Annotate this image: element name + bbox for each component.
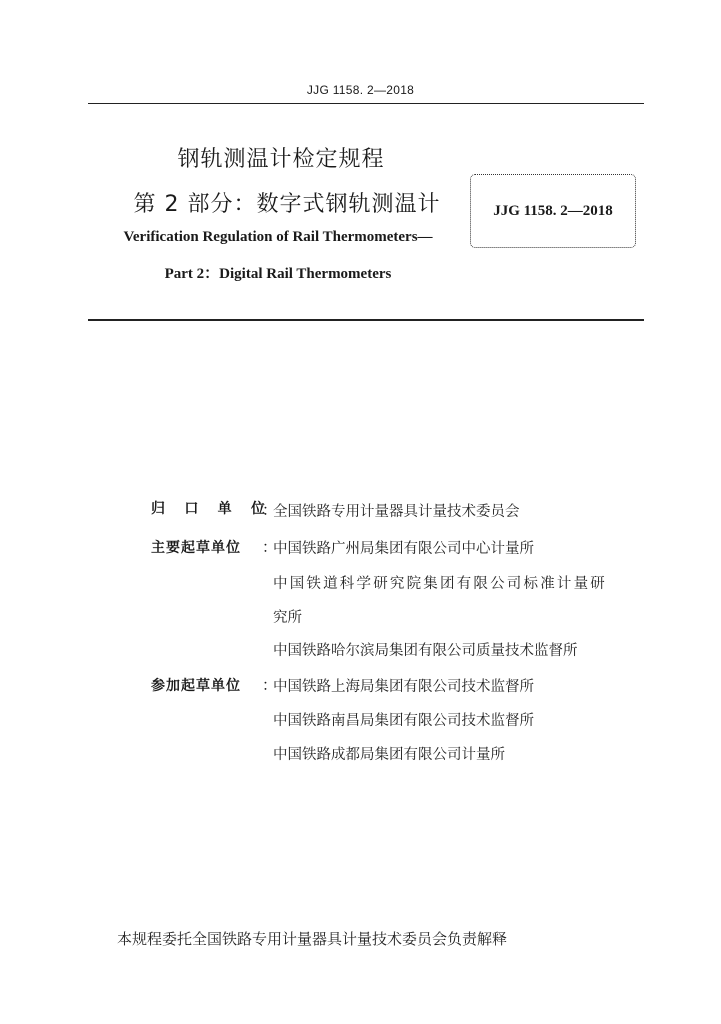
title-english-line1: Verification Regulation of Rail Thermometers— [123, 229, 433, 245]
main-drafter-value-4: 中国铁路哈尔滨局集团有限公司质量技术监督所 [273, 643, 578, 659]
guikou-label-char: 单 [217, 501, 232, 517]
join-drafter-value-3: 中国铁路成都局集团有限公司计量所 [273, 747, 505, 763]
header-code: JJG 1158. 2—2018 [306, 83, 415, 97]
join-drafter-label: 参加起草单位 [151, 678, 241, 694]
title-chinese-line2: 第 2 部分：数字式钢轨测温计 [133, 192, 441, 217]
guikou-colon: ： [262, 501, 278, 519]
main-drafter-value-3: 究所 [273, 610, 302, 626]
main-drafter-label: 主要起草单位 [151, 540, 241, 556]
guikou-value: 全国铁路专用计量器具计量技术委员会 [273, 504, 520, 520]
join-drafter-colon: ： [262, 676, 278, 694]
footer-note: 本规程委托全国铁路专用计量器具计量技术委员会负责解释 [117, 930, 508, 948]
title-rule [88, 319, 644, 321]
guikou-label-char: 口 [184, 501, 199, 517]
header-rule [88, 103, 644, 104]
title-chinese-line1: 钢轨测温计检定规程 [177, 147, 385, 172]
standard-code-box [470, 174, 636, 248]
guikou-label [151, 499, 265, 519]
main-drafter-colon: ： [262, 538, 278, 556]
join-drafter-value-1: 中国铁路上海局集团有限公司技术监督所 [273, 679, 534, 695]
standard-code: JJG 1158. 2—2018 [493, 202, 613, 219]
join-drafter-value-2: 中国铁路南昌局集团有限公司技术监督所 [273, 713, 534, 729]
guikou-label-char: 位 [250, 501, 265, 517]
main-drafter-value-2: 中国铁道科学研究院集团有限公司标准计量研 [273, 576, 607, 592]
title-english-line2: Part 2：Digital Rail Thermometers [164, 266, 392, 282]
guikou-label-char: 归 [151, 501, 165, 517]
main-drafter-value-1: 中国铁路广州局集团有限公司中心计量所 [273, 541, 534, 557]
